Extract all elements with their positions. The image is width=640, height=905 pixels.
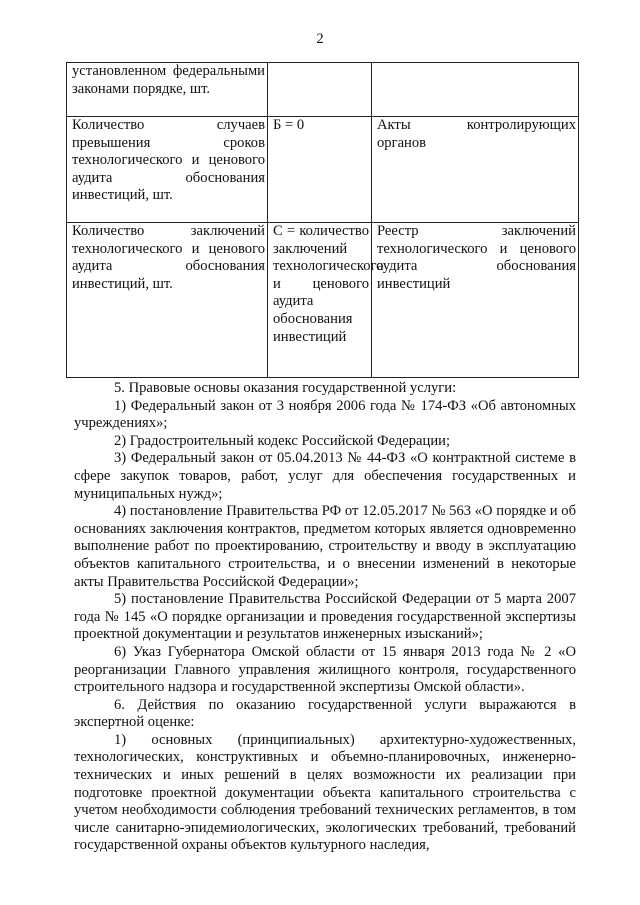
table-cell-source: Реестр заключений технологического и ценового аудита обоснования инвестиций [372, 223, 579, 378]
table-cell-indicator: установленном федеральными законами порядке, шт. [67, 63, 268, 117]
table-cell-indicator: Количество случаев превышения сроков технологического и ценового аудита обоснования инвестиций, шт. [67, 117, 268, 223]
indicators-table [66, 62, 579, 378]
list-item: 4) постановление Правительства РФ от 12.05.2017 № 563 «О порядке и об основаниях заключения контрактов, предметом которых является одновременно выполнение работ по проектированию, строительству и вводу в эксплуатацию объектов капитального строительства, и о внесении изменений в некоторые акты Правительства Российской Федерации»; [74, 503, 576, 590]
list-item: 5) постановление Правительства Российской Федерации от 5 марта 2007 года № 145 «О порядке организации и проведения государственной экспертизы проектной документации и результатов инженерных изысканий»; [74, 591, 576, 643]
section-heading: 6. Действия по оказанию государственной услуги выражаются в экспертной оценке: [74, 696, 576, 731]
list-item: 6) Указ Губернатора Омской области от 15 января 2013 года № 2 «О реорганизации Главного управления жилищного контроля, государственного строительного надзора и государственной экспертизы Омской области». [74, 643, 576, 696]
page-number: 2 [316, 31, 324, 47]
table-cell-formula: С = количество заключений технологического и ценового аудита обоснования инвестиций [268, 223, 372, 378]
table-cell-source: Акты контролирующих органов [372, 117, 579, 223]
list-item: 1) Федеральный закон от 3 ноября 2006 года № 174-ФЗ «Об автономных учреждениях»; [74, 397, 576, 432]
table-row [67, 117, 579, 223]
table-cell-formula: Б = 0 [268, 117, 372, 223]
table-cell-source [372, 63, 579, 117]
table-row [67, 63, 579, 117]
list-item: 1) основных (принципиальных) архитектурно-художественных, технологических, конструктивных и объемно-планировочных, инженерно-технических и иных решений в целях возможности их реализации при подготовке проектной документации объекта капитального строительства с учетом необходимости соблюдения требований технических регламентов, в том числе санитарно-эпидемиологических, экологических требований, требований государственной охраны объектов культурного наследия, [74, 731, 576, 854]
list-item: 3) Федеральный закон от 05.04.2013 № 44-ФЗ «О контрактной системе в сфере закупок товаров, работ, услуг для обеспечения государственных и муниципальных нужд»; [74, 450, 576, 502]
document-body [74, 380, 576, 855]
table-row [67, 223, 579, 378]
table-cell-indicator: Количество заключений технологического и ценового аудита обоснования инвестиций, шт. [67, 223, 268, 378]
table-cell-formula [268, 63, 372, 117]
list-item: 2) Градостроительный кодекс Российской Федерации; [114, 432, 451, 449]
section-heading: 5. Правовые основы оказания государственной услуги: [114, 380, 457, 396]
